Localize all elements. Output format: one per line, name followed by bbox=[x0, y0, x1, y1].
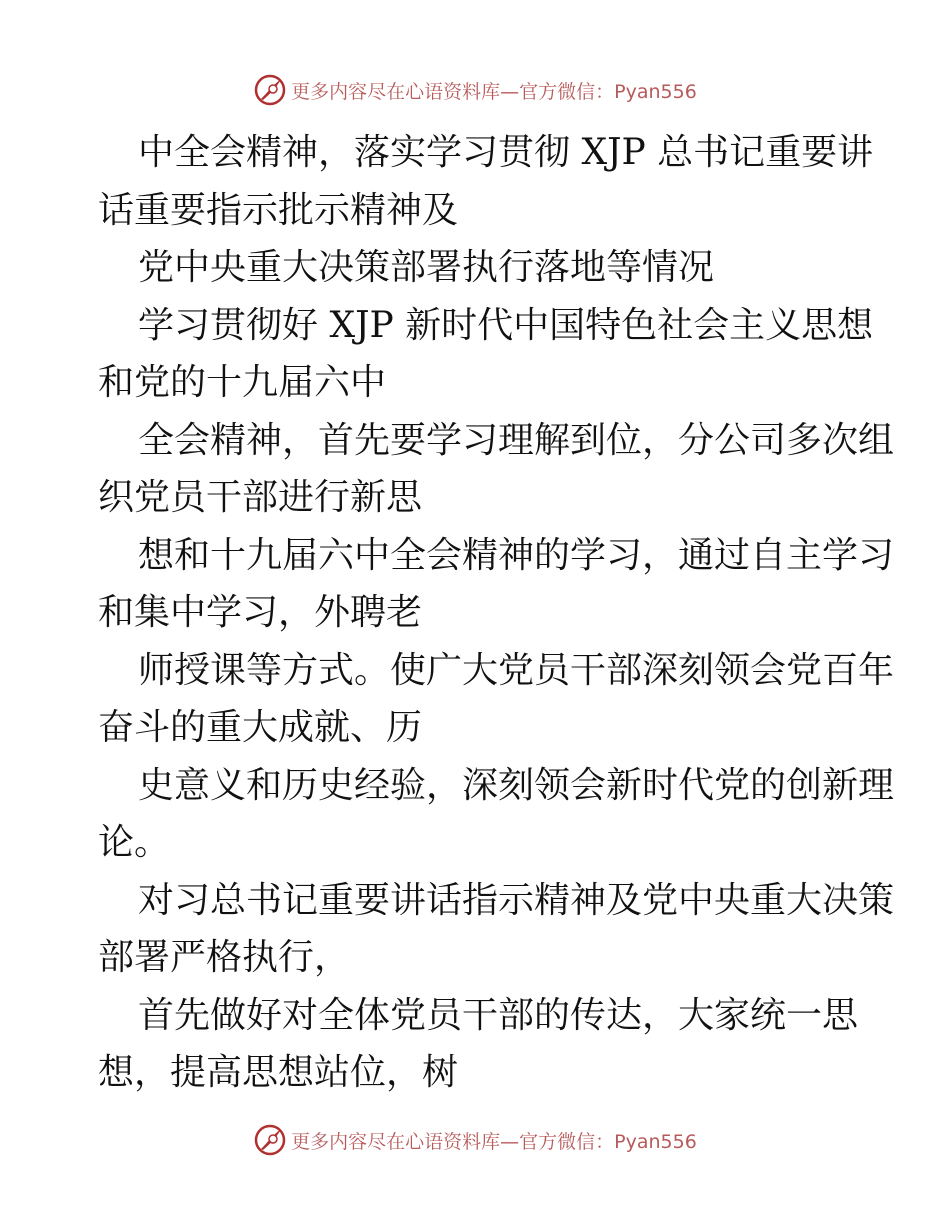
quill-pen-logo-icon bbox=[253, 1123, 287, 1157]
body-line: 学习贯彻好 XJP 新时代中国特色社会主义思想 bbox=[138, 304, 874, 346]
header-watermark-text: 更多内容尽在心语资料库—官方微信：Pyan556 bbox=[291, 80, 697, 103]
body-line: 想和十九届六中全会精神的学习，通过自主学习 bbox=[138, 534, 895, 576]
body-line: 和党的十九届六中 bbox=[98, 362, 387, 403]
body-line: 织党员干部进行新思 bbox=[98, 477, 423, 518]
header-watermark bbox=[0, 70, 950, 110]
body-line: 中全会精神，落实学习贯彻 XJP 总书记重要讲 bbox=[138, 132, 874, 173]
body-line: 首先做好对全体党员干部的传达，大家统一思 bbox=[138, 994, 859, 1036]
quill-pen-logo-icon bbox=[253, 73, 287, 107]
body-line: 部署严格执行， bbox=[98, 937, 351, 978]
body-line: 党中央重大决策部署执行落地等情况 bbox=[138, 247, 715, 288]
body-line: 论。 bbox=[98, 822, 171, 863]
body-line: 对习总书记重要讲话指示精神及党中央重大决策 bbox=[138, 879, 895, 921]
body-line: 史意义和历史经验，深刻领会新时代党的创新理 bbox=[138, 764, 895, 806]
body-line: 想，提高思想站位，树 bbox=[98, 1052, 459, 1093]
footer-watermark-text: 更多内容尽在心语资料库—官方微信：Pyan556 bbox=[291, 1130, 697, 1153]
body-line: 全会精神，首先要学习理解到位，分公司多次组 bbox=[138, 419, 895, 461]
document-body bbox=[98, 124, 895, 1102]
body-line: 和集中学习，外聘老 bbox=[98, 592, 423, 633]
body-line: 师授课等方式。使广大党员干部深刻领会党百年 bbox=[138, 649, 895, 691]
body-line: 奋斗的重大成就、历 bbox=[98, 707, 423, 748]
body-line: 话重要指示批示精神及 bbox=[98, 189, 459, 231]
footer-watermark bbox=[0, 1120, 950, 1160]
